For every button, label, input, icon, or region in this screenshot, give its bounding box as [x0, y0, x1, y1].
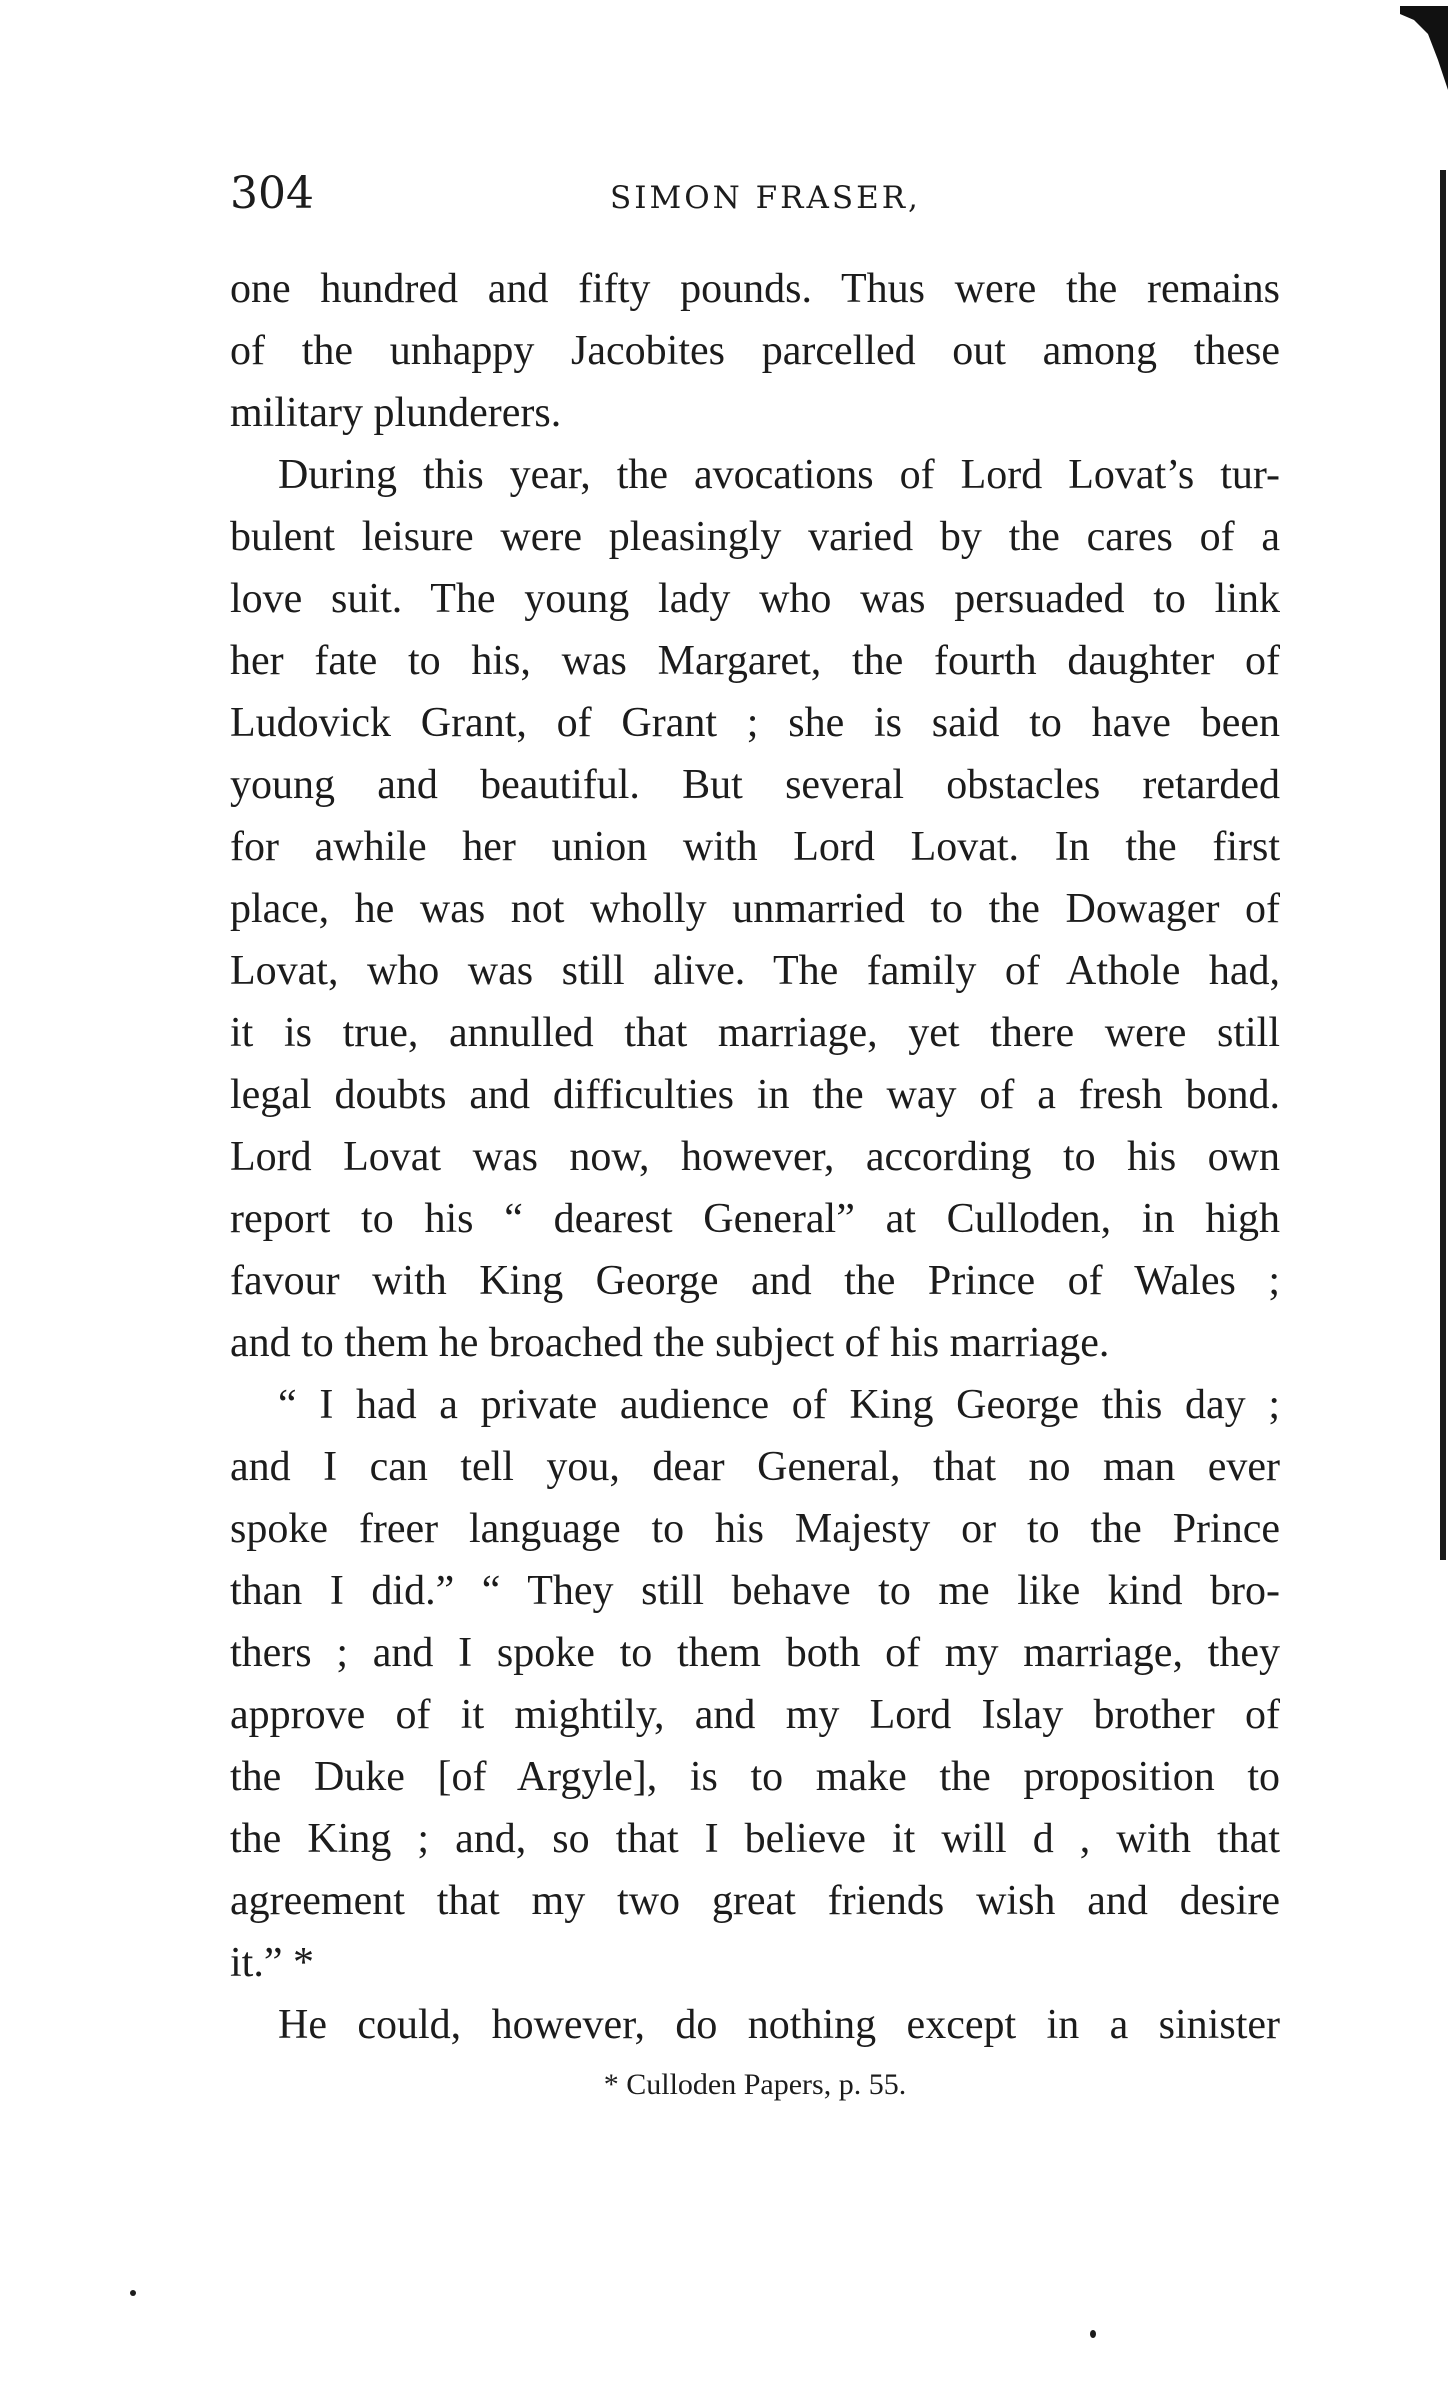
page-edge-shadow — [1398, 0, 1450, 2405]
footnote: * Culloden Papers, p. 55. — [603, 2068, 907, 2101]
text-line: During this year, the avocations of Lord Lovat’s tur- — [278, 452, 1280, 498]
text-line: her fate to his, was Margaret, the fourth daughter of — [230, 638, 1280, 684]
text-line: spoke freer language to his Majesty or to the Prince — [230, 1506, 1280, 1552]
text-line: military plunderers. — [230, 390, 562, 436]
text-line: it.” * — [230, 1940, 314, 1986]
text-line: place, he was not wholly unmarried to the Dowager of — [230, 886, 1280, 932]
text-line: favour with King George and the Prince of Wales ; — [230, 1258, 1280, 1304]
text-line: one hundred and fifty pounds. Thus were the remains — [230, 266, 1280, 312]
text-line: love suit. The young lady who was persuaded to link — [230, 576, 1280, 622]
running-title: SIMON FRASER, — [610, 180, 921, 216]
text-line: of the unhappy Jacobites parcelled out among these — [230, 328, 1280, 374]
text-line: legal doubts and difficulties in the way of a fresh bond. — [230, 1072, 1280, 1118]
text-line: and I can tell you, dear General, that no man ever — [230, 1444, 1280, 1490]
text-line: approve of it mightily, and my Lord Islay brother of — [230, 1692, 1280, 1738]
scan-speck — [1090, 2330, 1096, 2338]
page-edge-line — [1440, 170, 1446, 1560]
text-line: and to them he broached the subject of his marriage. — [230, 1320, 1110, 1366]
running-head — [230, 168, 1280, 228]
text-line: than I did.” “ They still behave to me like kind bro- — [230, 1568, 1280, 1614]
text-line: Lord Lovat was now, however, according to his own — [230, 1134, 1280, 1180]
body-text — [230, 258, 1280, 2056]
scan-speck — [130, 2290, 136, 2296]
text-line: report to his “ dearest General” at Culloden, in high — [230, 1196, 1280, 1242]
text-line: “ I had a private audience of King George this day ; — [278, 1382, 1280, 1428]
text-line: He could, however, do nothing except in a sinister — [278, 2002, 1280, 2048]
text-line: the King ; and, so that I believe it will d , with that — [230, 1816, 1280, 1862]
page-corner-mark — [1400, 6, 1448, 90]
text-line: the Duke [of Argyle], is to make the proposition to — [230, 1754, 1280, 1800]
text-line: bulent leisure were pleasingly varied by the cares of a — [230, 514, 1280, 560]
text-line: thers ; and I spoke to them both of my marriage, they — [230, 1630, 1280, 1676]
text-line: agreement that my two great friends wish and desire — [230, 1878, 1280, 1924]
text-line: for awhile her union with Lord Lovat. In the first — [230, 824, 1280, 870]
page-number: 304 — [230, 168, 314, 219]
text-line: Ludovick Grant, of Grant ; she is said to have been — [230, 700, 1280, 746]
text-line: it is true, annulled that marriage, yet there were still — [230, 1010, 1280, 1056]
text-line: Lovat, who was still alive. The family of Athole had, — [230, 948, 1280, 994]
text-line: young and beautiful. But several obstacles retarded — [230, 762, 1280, 808]
